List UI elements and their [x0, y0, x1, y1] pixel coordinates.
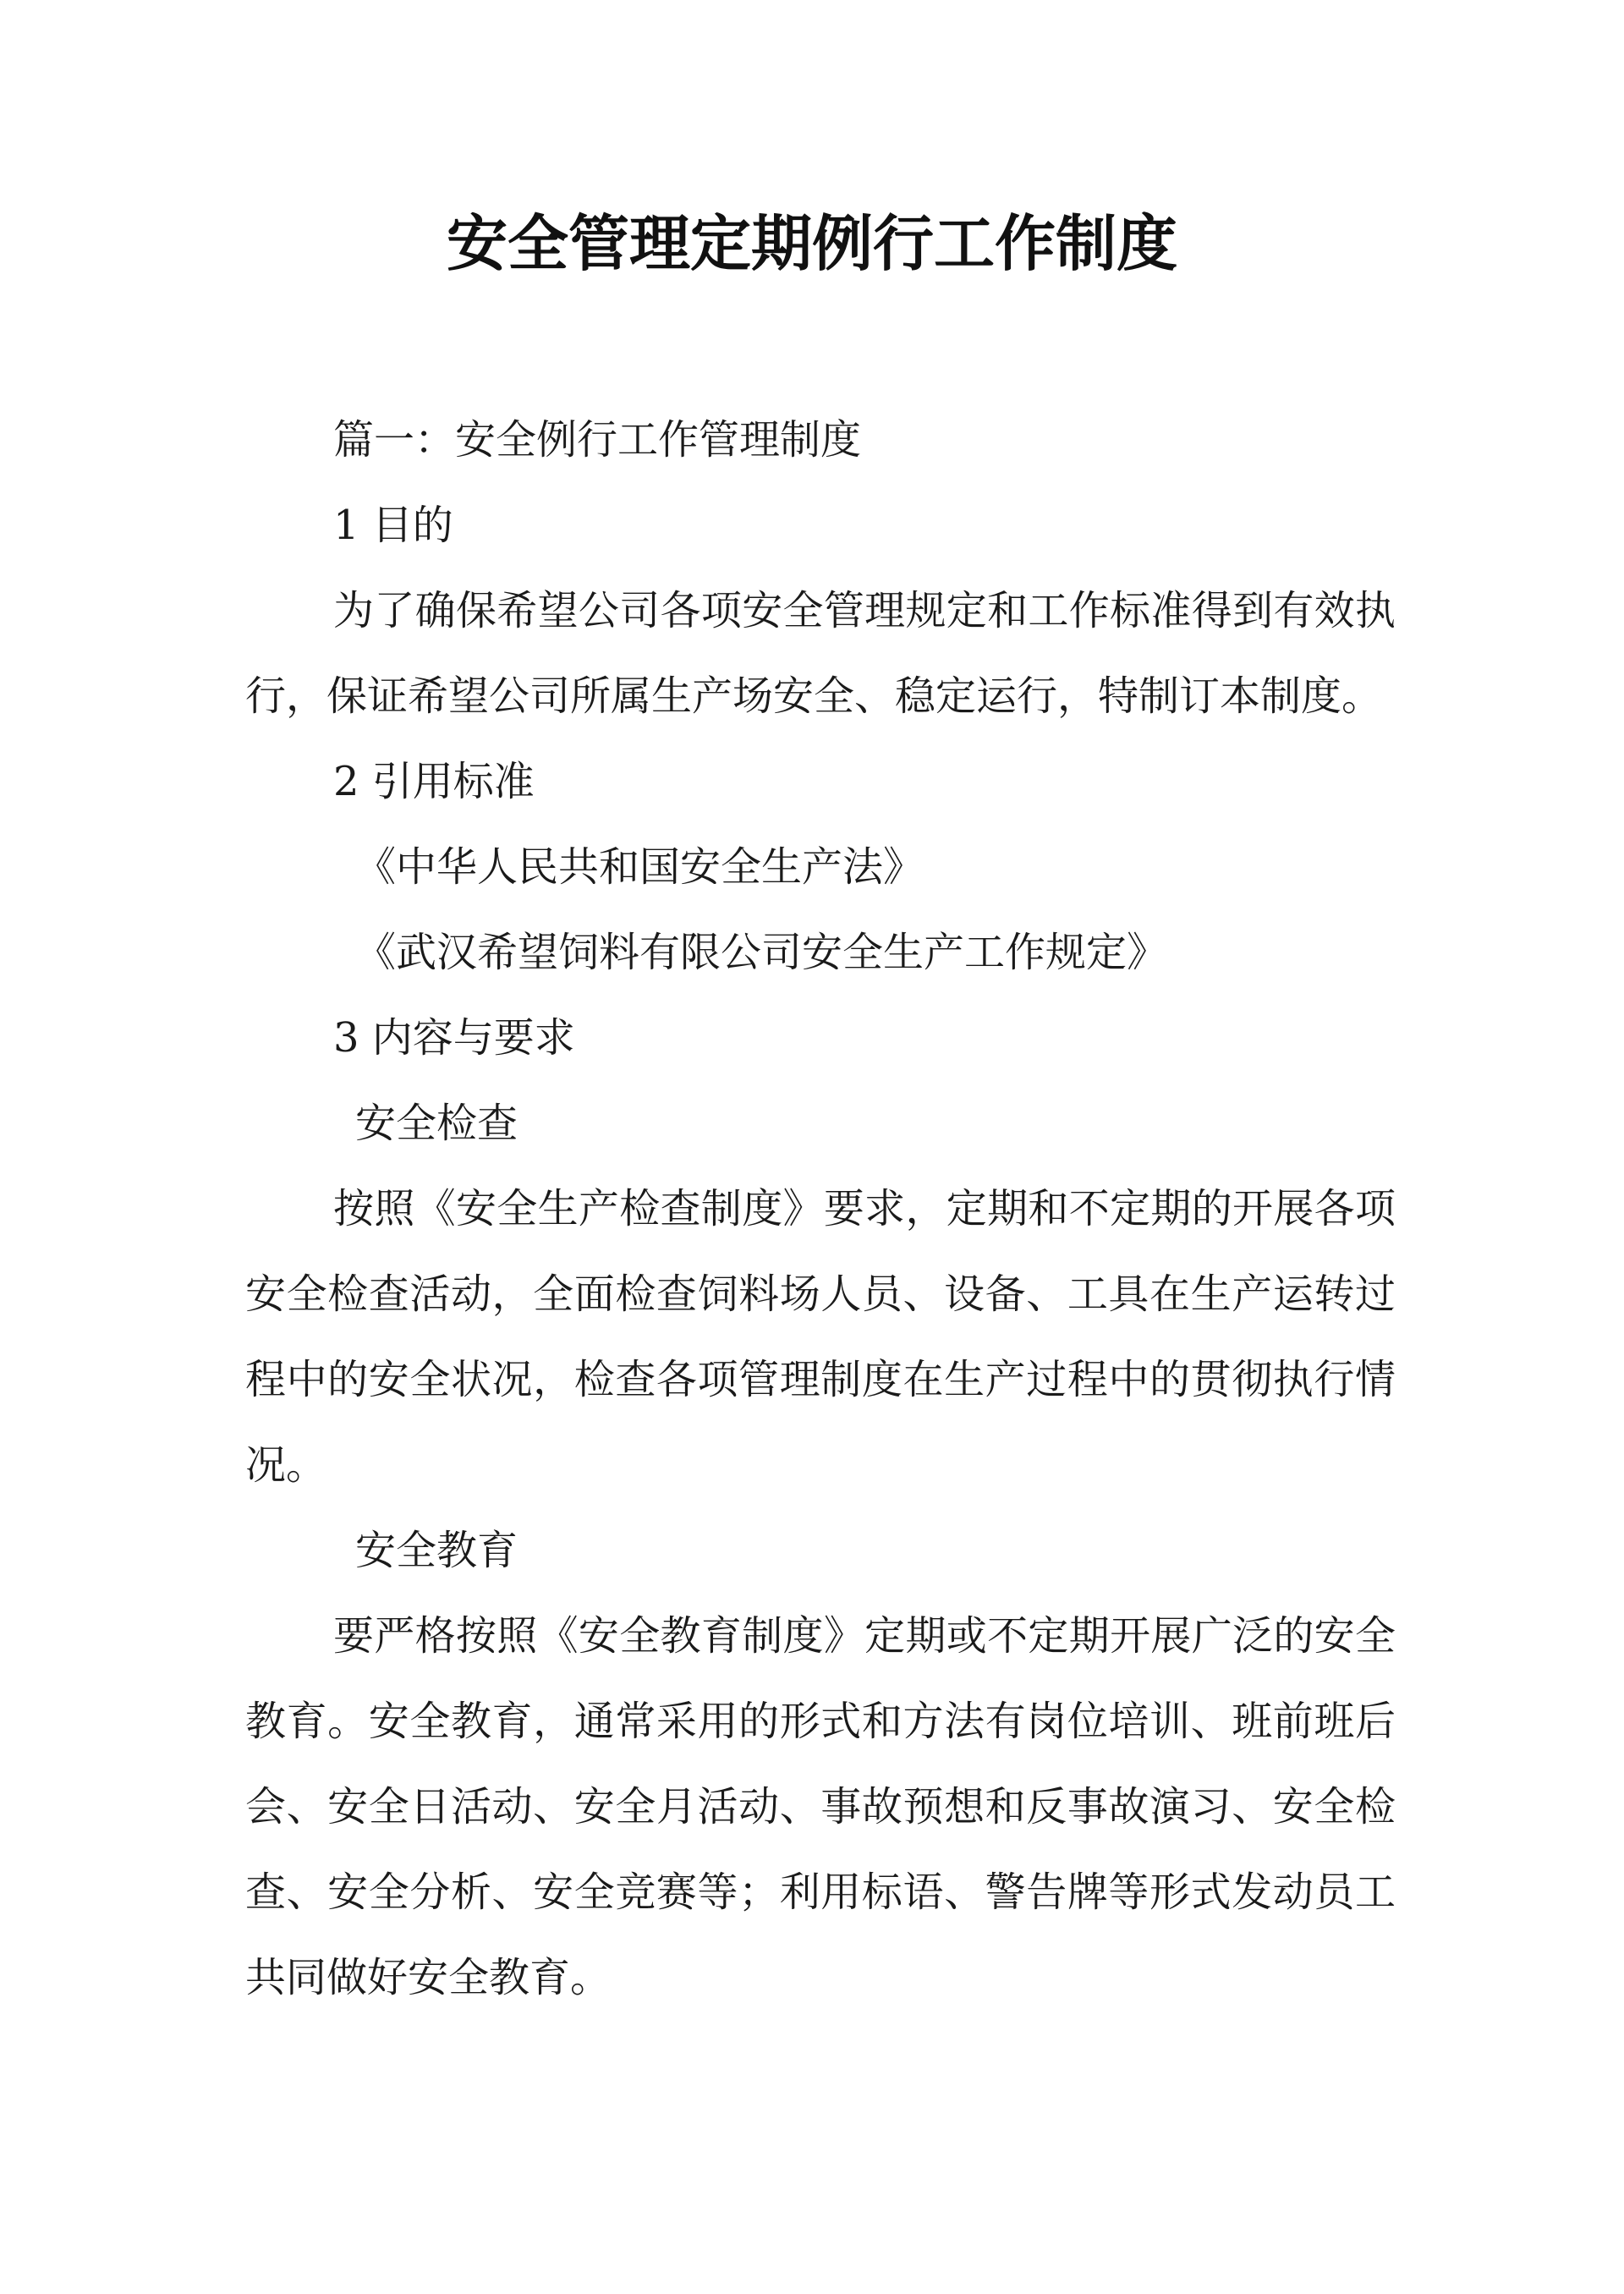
reference-item: 《武汉希望饲料有限公司安全生产工作规定》 [355, 929, 1168, 976]
subheading-inspection: 安全检查 [355, 1100, 518, 1147]
heading-references: 2 引用标准 [333, 758, 535, 805]
paragraph-education: 要严格按照《安全教育制度》定期或不定期开展广泛的安全教育。安全教育，通常采用的形式和方法有岗位培训、班前班后会、安全日活动、安全月活动、事故预想和反事故演习、安全检查、安全分析、安全竞赛等；利用标语、警告牌等形式发动员工共同做好安全教育。 [245, 1612, 1396, 2001]
heading-content: 3 内容与要求 [333, 1014, 575, 1062]
document-title: 安全管理定期例行工作制度 [446, 208, 1177, 279]
subheading-education: 安全教育 [355, 1527, 518, 1574]
paragraph-inspection: 按照《安全生产检查制度》要求，定期和不定期的开展各项安全检查活动，全面检查饲料场人员、设备、工具在生产运转过程中的安全状况，检查各项管理制度在生产过程中的贯彻执行情况。 [245, 1185, 1396, 1489]
section-heading: 篇一：安全例行工作管理制度 [333, 416, 862, 464]
heading-purpose: 1 目的 [333, 502, 453, 549]
document-body [245, 398, 1396, 2021]
reference-item: 《中华人民共和国安全生产法》 [355, 843, 924, 891]
paragraph-purpose: 为了确保希望公司各项安全管理规定和工作标准得到有效执行，保证希望公司所属生产场安全、稳定运行，特制订本制度。 [245, 587, 1396, 720]
